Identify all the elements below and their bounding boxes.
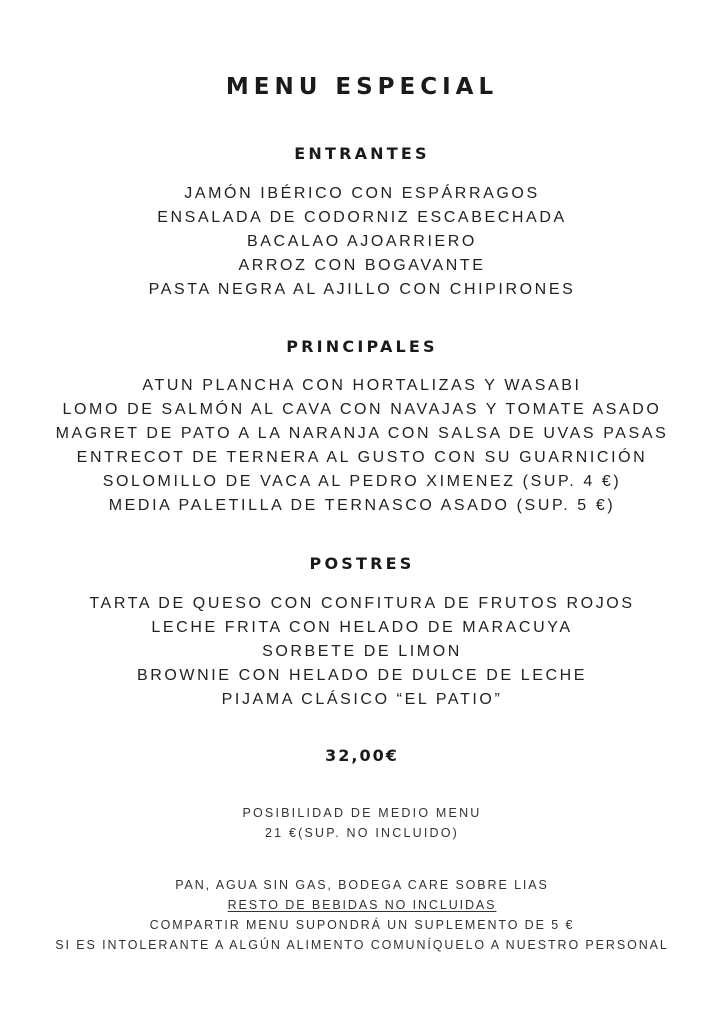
footer-notes — [0, 875, 724, 955]
dish-item: ARROZ CON BOGAVANTE — [238, 257, 486, 274]
section-heading-entrantes: ENTRANTES — [294, 144, 430, 163]
half-menu-line: POSIBILIDAD DE MEDIO MENU — [242, 806, 482, 820]
section-heading-principales: PRINCIPALES — [286, 337, 438, 356]
footer-drinks-line: RESTO DE BEBIDAS NO INCLUIDAS — [227, 898, 497, 912]
menu-title: MENU ESPECIAL — [225, 74, 499, 100]
dish-item: ENSALADA DE CODORNIZ ESCABECHADA — [157, 209, 567, 226]
dish-item: LECHE FRITA CON HELADO DE MARACUYA — [151, 619, 573, 636]
dish-item: MAGRET DE PATO A LA NARANJA CON SALSA DE UVAS PASAS — [55, 425, 669, 442]
dish-item: PASTA NEGRA AL AJILLO CON CHIPIRONES — [148, 281, 576, 298]
dish-item: BACALAO AJOARRIERO — [247, 233, 477, 250]
dish-item: BROWNIE CON HELADO DE DULCE DE LECHE — [136, 667, 588, 684]
dish-item: ENTRECOT DE TERNERA AL GUSTO CON SU GUARNICIÓN — [76, 449, 648, 466]
dish-item: TARTA DE QUESO CON CONFITURA DE FRUTOS ROJOS — [89, 595, 635, 612]
section-heading-postres: POSTRES — [309, 554, 415, 573]
half-menu-note — [0, 803, 724, 843]
footer-allergy-line: SI ES INTOLERANTE A ALGÚN ALIMENTO COMUNÍQUELO A NUESTRO PERSONAL — [55, 938, 669, 952]
dish-item: SORBETE DE LIMON — [262, 643, 462, 660]
footer-included-line: PAN, AGUA SIN GAS, BODEGA CARE SOBRE LIAS — [175, 878, 549, 892]
half-menu-price-line: 21 €(SUP. NO INCLUIDO) — [264, 826, 460, 840]
menu-price: 32,00€ — [325, 746, 399, 765]
dish-list-entrantes — [0, 182, 724, 302]
dish-list-postres — [0, 592, 724, 712]
dish-item: ATUN PLANCHA CON HORTALIZAS Y WASABI — [142, 377, 582, 394]
dish-item: MEDIA PALETILLA DE TERNASCO ASADO (SUP. 5 €) — [108, 497, 616, 514]
footer-share-line: COMPARTIR MENU SUPONDRÁ UN SUPLEMENTO DE 5 € — [149, 918, 575, 932]
dish-item: JAMÓN IBÉRICO CON ESPÁRRAGOS — [184, 185, 540, 202]
dish-item: SOLOMILLO DE VACA AL PEDRO XIMENEZ (SUP. 4 €) — [102, 473, 622, 490]
dish-item: LOMO DE SALMÓN AL CAVA CON NAVAJAS Y TOMATE ASADO — [62, 401, 662, 418]
dish-list-principales — [0, 374, 724, 518]
dish-item: PIJAMA CLÁSICO “EL PATIO” — [221, 691, 503, 708]
